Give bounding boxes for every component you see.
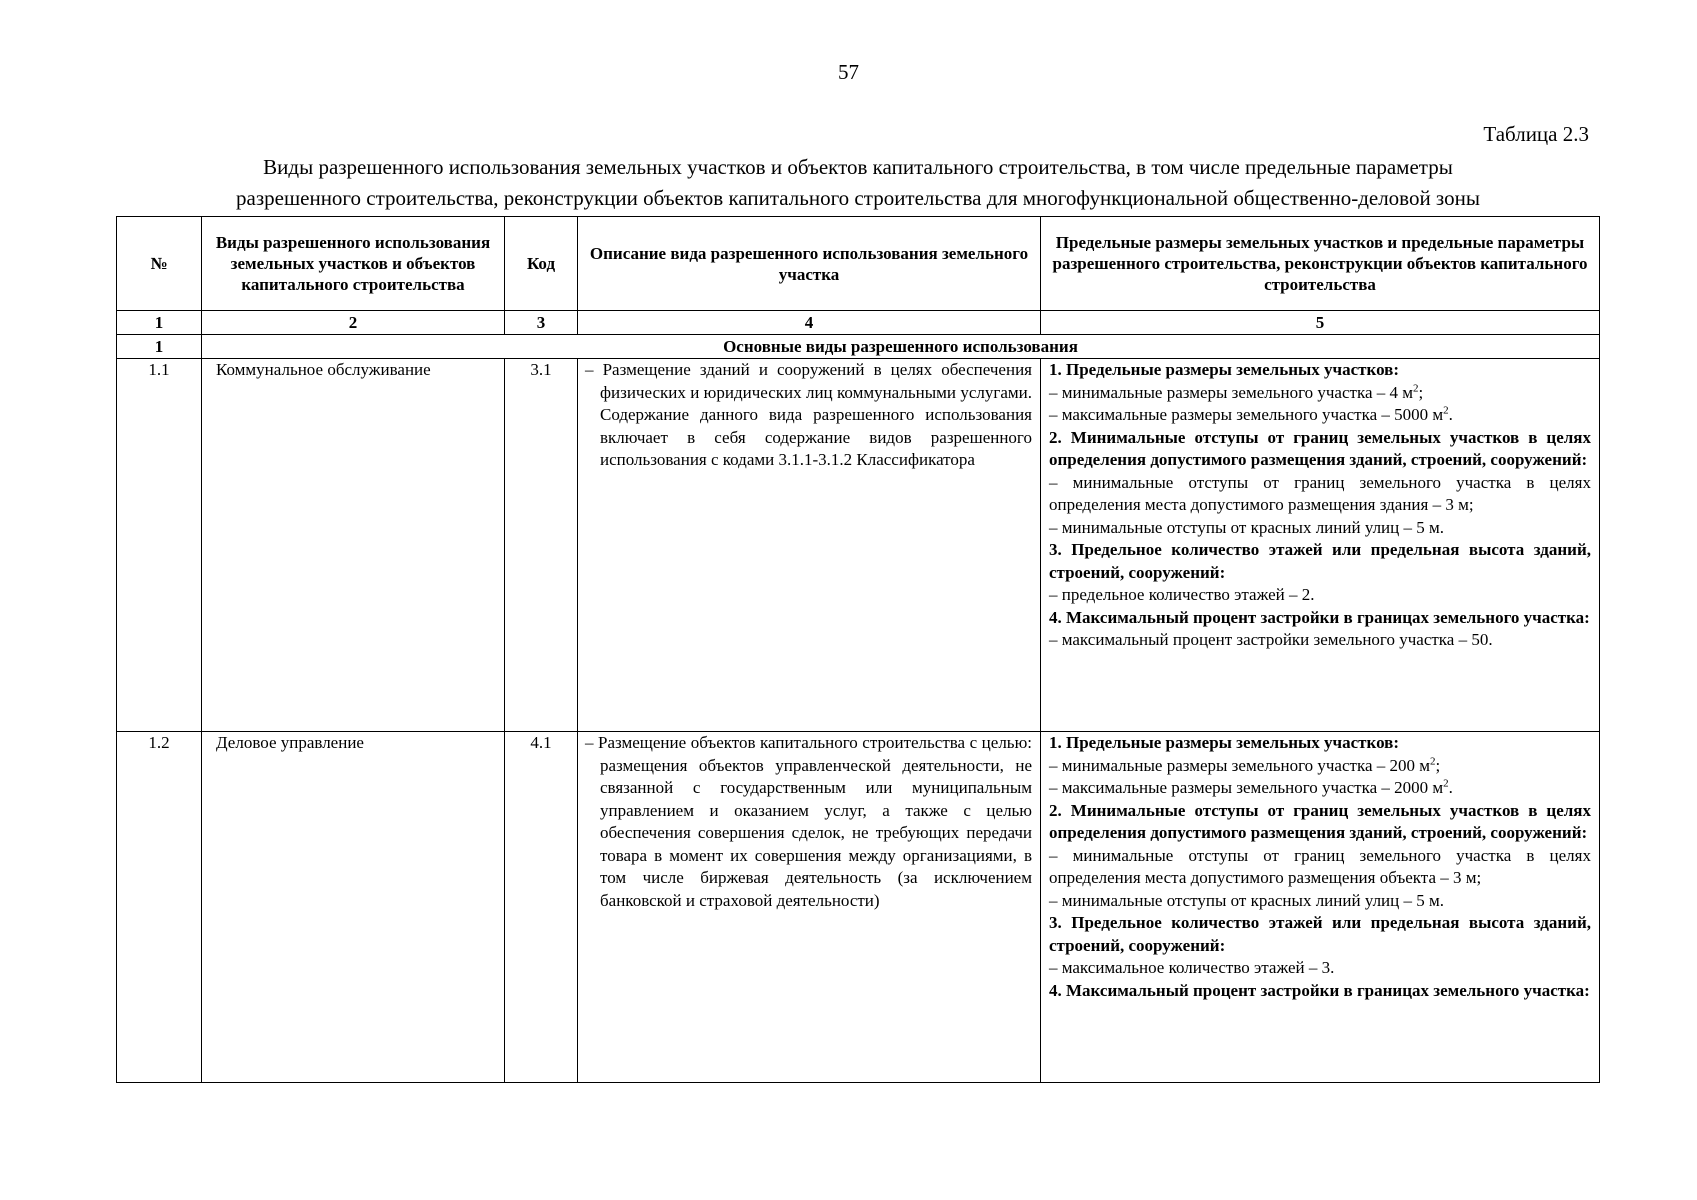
row-num: 1.1	[117, 359, 202, 732]
column-number: 2	[202, 311, 505, 335]
header-code: Код	[505, 217, 578, 311]
limits-item: – минимальные отступы от границ земельного участка в целях определения места допустимого размещения здания – 3 м;	[1049, 472, 1591, 514]
header-num: №	[117, 217, 202, 311]
land-use-table	[116, 216, 1600, 1083]
table-label: Таблица 2.3	[1483, 122, 1589, 146]
table-row	[117, 359, 1600, 732]
limits-item: – минимальные отступы от красных линий улиц – 5 м.	[1049, 890, 1445, 910]
column-number: 3	[505, 311, 578, 335]
row-description: – Размещение объектов капитального строительства с целью: размещения объектов управленческой деятельности, не связанной с государственным или муниципальным управлением и оказанием услуг, а также с целью обеспечения совершения сделок, не требующих передачи товара в момент их совершения между организациями, в том числе биржевая деятельность (за исключением банковской и страховой деятельности)	[578, 732, 1041, 1083]
row-limits	[1041, 732, 1600, 1083]
header-description: Описание вида разрешенного использования земельного участка	[578, 217, 1041, 311]
limits-heading: 1. Предельные размеры земельных участков:	[1049, 360, 1400, 379]
limits-heading: 3. Предельное количество этажей или предельная высота зданий, строений, сооружений:	[1049, 540, 1591, 582]
table-header-row	[117, 217, 1600, 311]
header-kinds: Виды разрешенного использования земельных участков и объектов капитального строительства	[202, 217, 505, 311]
section-num: 1	[117, 335, 202, 359]
row-code: 4.1	[505, 732, 578, 1083]
caption-line-2: разрешенного строительства, реконструкции объектов капитального строительства для многофункциональной общественно-деловой зоны	[236, 186, 1480, 210]
column-number-row	[117, 311, 1600, 335]
limits-heading: 2. Минимальные отступы от границ земельных участков в целях определения допустимого размещения зданий, строений, сооружений:	[1049, 427, 1591, 469]
limits-item: – минимальные отступы от границ земельного участка в целях определения места допустимого размещения объекта – 3 м;	[1049, 845, 1591, 887]
limits-heading: 1. Предельные размеры земельных участков:	[1049, 733, 1400, 752]
limits-item: – минимальные размеры земельного участка – 200 $м^2$;	[1049, 754, 1441, 775]
header-limits: Предельные размеры земельных участков и предельные параметры разрешенного строительства, реконструкции объектов капитального строительства	[1041, 217, 1600, 311]
limits-heading: 2. Минимальные отступы от границ земельных участков в целях определения допустимого размещения зданий, строений, сооружений:	[1049, 800, 1591, 842]
section-row	[117, 335, 1600, 359]
limits-heading: 4. Максимальный процент застройки в границах земельного участка:	[1049, 980, 1590, 1000]
section-title: Основные виды разрешенного использования	[202, 335, 1600, 359]
row-code: 3.1	[505, 359, 578, 732]
limits-heading: 3. Предельное количество этажей или предельная высота зданий, строений, сооружений:	[1049, 913, 1591, 955]
limits-item: – предельное количество этажей – 2.	[1049, 585, 1315, 604]
column-number: 4	[578, 311, 1041, 335]
limits-item: – максимальные размеры земельного участка – 5000 $м^2$.	[1049, 404, 1453, 424]
limits-item: – минимальные отступы от красных линий улиц – 5 м.	[1049, 517, 1445, 537]
limits-item: – максимальные размеры земельного участка – 2000 $м^2$.	[1049, 777, 1453, 797]
row-limits	[1041, 359, 1600, 732]
column-number: 5	[1041, 311, 1600, 335]
table-row	[117, 732, 1600, 1083]
limits-heading: 4. Максимальный процент застройки в границах земельного участка:	[1049, 607, 1590, 627]
page-number: 57	[838, 60, 859, 84]
row-num: 1.2	[117, 732, 202, 1083]
column-number: 1	[117, 311, 202, 335]
caption-line-1: Виды разрешенного использования земельных участков и объектов капитального строительства, в том числе предельные параметры	[263, 155, 1453, 179]
row-name: Коммунальное обслуживание	[202, 359, 505, 732]
row-name: Деловое управление	[202, 732, 505, 1083]
row-description: – Размещение зданий и сооружений в целях обеспечения физических и юридических лиц коммунальными услугами. Содержание данного вида разрешенного использования включает в себя содержание видов разрешенного использования с кодами 3.1.1-3.1.2 Классификатора	[578, 359, 1041, 732]
limits-item: – минимальные размеры земельного участка – 4 $м^2$;	[1049, 381, 1424, 402]
limits-item: – максимальное количество этажей – 3.	[1049, 958, 1335, 977]
table-caption	[118, 152, 1598, 214]
limits-item: – максимальный процент застройки земельного участка – 50.	[1049, 630, 1493, 649]
